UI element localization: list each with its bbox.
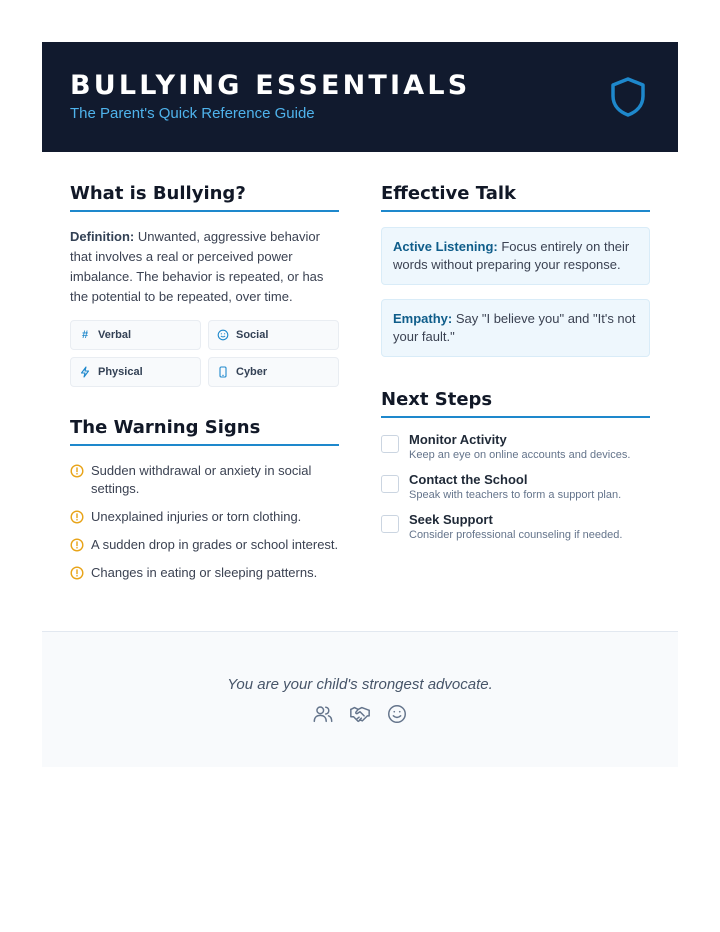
content-columns: [42, 152, 678, 631]
hash-icon: #: [81, 329, 89, 341]
list-item: [70, 564, 339, 582]
page-subtitle: The Parent's Quick Reference Guide: [70, 105, 315, 122]
section-title-warning-signs: The Warning Signs: [70, 415, 339, 446]
type-label: Verbal: [98, 329, 132, 341]
page-title: BULLYING ESSENTIALS: [70, 70, 471, 101]
lightning-icon: [79, 366, 91, 378]
footer-icons: [312, 703, 408, 725]
type-chip-social: [208, 320, 339, 350]
talk-term: Active Listening:: [393, 239, 498, 254]
step-title: Contact the School: [409, 472, 528, 487]
alert-circle-icon: [70, 510, 84, 524]
step-title: Monitor Activity: [409, 432, 507, 447]
warning-text: Changes in eating or sleeping patterns.: [91, 565, 318, 580]
reference-card: [42, 42, 678, 767]
smile-icon: [386, 703, 408, 725]
list-item: [70, 462, 339, 498]
users-icon: [312, 703, 334, 725]
footer: [42, 631, 678, 767]
type-chip-physical: [70, 357, 201, 387]
definition-body: Unwanted, aggressive behavior that involves a real or perceived power imbalance. The behavior is repeated, or has the potential to be repeated, over time.: [70, 229, 324, 304]
type-label: Physical: [98, 366, 143, 378]
step-checkbox[interactable]: [381, 475, 399, 493]
warning-text: A sudden drop in grades or school interest.: [91, 537, 339, 552]
step-checkbox[interactable]: [381, 515, 399, 533]
talk-box-empathy: [381, 299, 650, 357]
talk-term: Empathy:: [393, 311, 453, 326]
list-item: [70, 508, 339, 526]
warning-list: [70, 462, 339, 582]
footer-quote: You are your child's strongest advocate.: [227, 676, 493, 693]
type-chip-cyber: [208, 357, 339, 387]
bullying-types-grid: [70, 320, 339, 387]
step-checkbox[interactable]: [381, 435, 399, 453]
step-description: Keep an eye on online accounts and devices.: [409, 449, 631, 461]
list-item: [70, 536, 339, 554]
step-description: Consider professional counseling if needed.: [409, 529, 623, 541]
step-monitor-activity: [381, 432, 650, 472]
next-steps-section: [381, 387, 650, 552]
talk-box-active-listening: [381, 227, 650, 285]
steps-list: [381, 432, 650, 552]
section-title-next-steps: Next Steps: [381, 387, 650, 418]
definition-term: Definition:: [70, 229, 135, 244]
step-description: Speak with teachers to form a support plan.: [409, 489, 622, 501]
type-chip-verbal: [70, 320, 201, 350]
alert-circle-icon: [70, 566, 84, 580]
talk-text: Say "I believe you" and "It's not your fault.": [393, 311, 636, 344]
right-column: [381, 181, 650, 552]
definition-text: [70, 227, 339, 307]
alert-circle-icon: [70, 538, 84, 552]
warning-text: Sudden withdrawal or anxiety in social settings.: [91, 463, 312, 496]
phone-icon: [217, 366, 229, 378]
type-label: Social: [236, 329, 269, 341]
warning-text: Unexplained injuries or torn clothing.: [91, 509, 302, 524]
talk-text: Focus entirely on their words without preparing your response.: [393, 239, 630, 272]
type-label: Cyber: [236, 366, 268, 378]
handshake-icon: [349, 703, 371, 725]
shield-icon: [610, 76, 646, 118]
step-title: Seek Support: [409, 512, 493, 527]
left-column: [70, 181, 339, 592]
alert-circle-icon: [70, 464, 84, 478]
section-title-what-is: What is Bullying?: [70, 181, 339, 212]
header-banner: [42, 42, 678, 152]
smile-icon: [217, 329, 229, 341]
step-contact-school: [381, 472, 650, 512]
section-title-effective-talk: Effective Talk: [381, 181, 650, 212]
step-seek-support: [381, 512, 650, 552]
warning-signs-section: [70, 415, 339, 582]
